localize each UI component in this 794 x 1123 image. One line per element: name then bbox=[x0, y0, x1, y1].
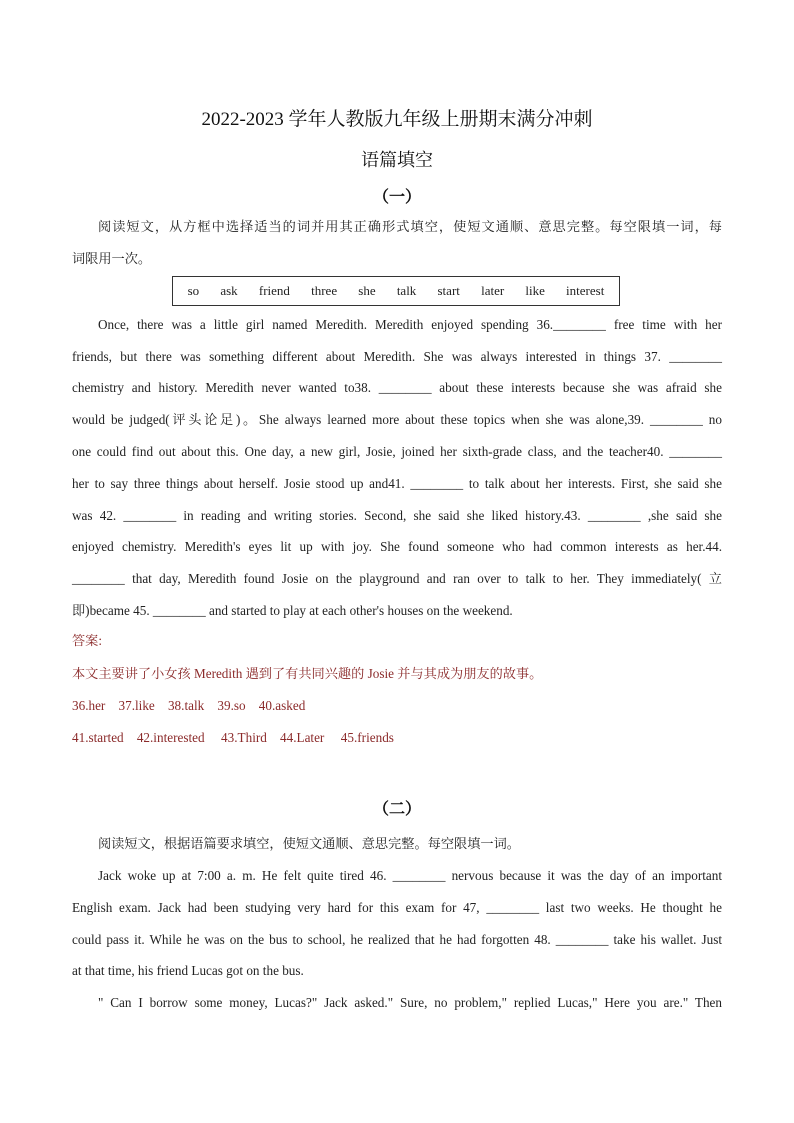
passage-2-line: at that time, his friend Lucas got on the bus. bbox=[72, 963, 304, 978]
section-2-instruction: 阅读短文，根据语篇要求填空，使短文通顺、意思完整。每空限填一词。 bbox=[98, 836, 520, 851]
word-box bbox=[172, 276, 620, 306]
word-box-item: start bbox=[437, 283, 460, 298]
word-box-item: like bbox=[525, 283, 545, 298]
word-box-item: interest bbox=[566, 283, 605, 298]
word-box-item: friend bbox=[258, 283, 290, 298]
passage-2-line: " Can I borrow some money, Lucas?" Jack asked." Sure, no problem," replied Lucas," Here you are." Then bbox=[98, 995, 722, 1010]
answer-label: 答案: bbox=[72, 633, 103, 648]
section-2-label: （二） bbox=[372, 801, 421, 818]
section-1-instruction-line-1: 阅读短文，从方框中选择适当的词并用其正确形式填空，使短文通顺、意思完整。每空限填一词，每 bbox=[98, 219, 722, 234]
word-box-item: later bbox=[481, 283, 505, 298]
word-box-item: three bbox=[311, 283, 338, 298]
passage-1-line: chemistry and history. Meredith never wanted to38. ________ about these interests because she was afraid she bbox=[72, 380, 722, 395]
answer-row-1: 36.her 37.like 38.talk 39.so 40.asked bbox=[72, 698, 306, 713]
passage-2-line: could pass it. While he was on the bus to school, he realized that he had forgotten 48. ________ take his wallet. Just bbox=[72, 932, 722, 947]
passage-1-line: would be judged(评头论足)。She always learned more about these topics when she was alone,39. ________ no bbox=[72, 412, 722, 427]
passage-2-line: English exam. Jack had been studying very hard for this exam for 47, ________ last two weeks. He thought he bbox=[72, 900, 722, 915]
passage-1-line: Once, there was a little girl named Meredith. Meredith enjoyed spending 36.________ free time with her bbox=[98, 317, 722, 332]
passage-1-line: ________ that day, Meredith found Josie on the playground and ran over to talk to her. They immediately( 立 bbox=[72, 571, 722, 586]
document-subtitle: 语篇填空 bbox=[361, 150, 433, 170]
answer-summary: 本文主要讲了小女孩 Meredith 遇到了有共同兴趣的 Josie 并与其成为朋友的故事。 bbox=[72, 666, 543, 681]
document-title: 2022-2023 学年人教版九年级上册期末满分冲刺 bbox=[201, 109, 593, 130]
passage-1-line: friends, but there was something different about Meredith. She was always interested in things 37. ________ bbox=[72, 349, 722, 364]
passage-1-line: her to say three things about herself. Josie stood up and41. ________ to talk about her interests. First, she said she bbox=[72, 476, 722, 491]
section-1-instruction-line-2: 词限用一次。 bbox=[72, 251, 152, 266]
word-box-item: so bbox=[187, 283, 200, 298]
word-box-item: ask bbox=[220, 283, 238, 298]
word-box-item: she bbox=[358, 283, 376, 298]
passage-1-line: was 42. ________ in reading and writing stories. Second, she said she liked history.43. ________ ,she said she bbox=[72, 508, 722, 523]
passage-1-line: enjoyed chemistry. Meredith's eyes lit up with joy. She found someone who had common interests as her.44. bbox=[72, 539, 722, 554]
passage-1-line: one could find out about this. One day, a new girl, Josie, joined her sixth-grade class, and the teacher40. ________ bbox=[72, 444, 722, 459]
section-1-label: （一） bbox=[372, 189, 421, 206]
passage-2-line: Jack woke up at 7:00 a. m. He felt quite tired 46. ________ nervous because it was the day of an important bbox=[98, 868, 722, 883]
answer-row-2: 41.started 42.interested 43.Third 44.Later 45.friends bbox=[72, 730, 394, 745]
word-box-item: talk bbox=[396, 283, 417, 298]
passage-1-line: 即)became 45. ________ and started to play at each other's houses on the weekend. bbox=[72, 603, 513, 618]
